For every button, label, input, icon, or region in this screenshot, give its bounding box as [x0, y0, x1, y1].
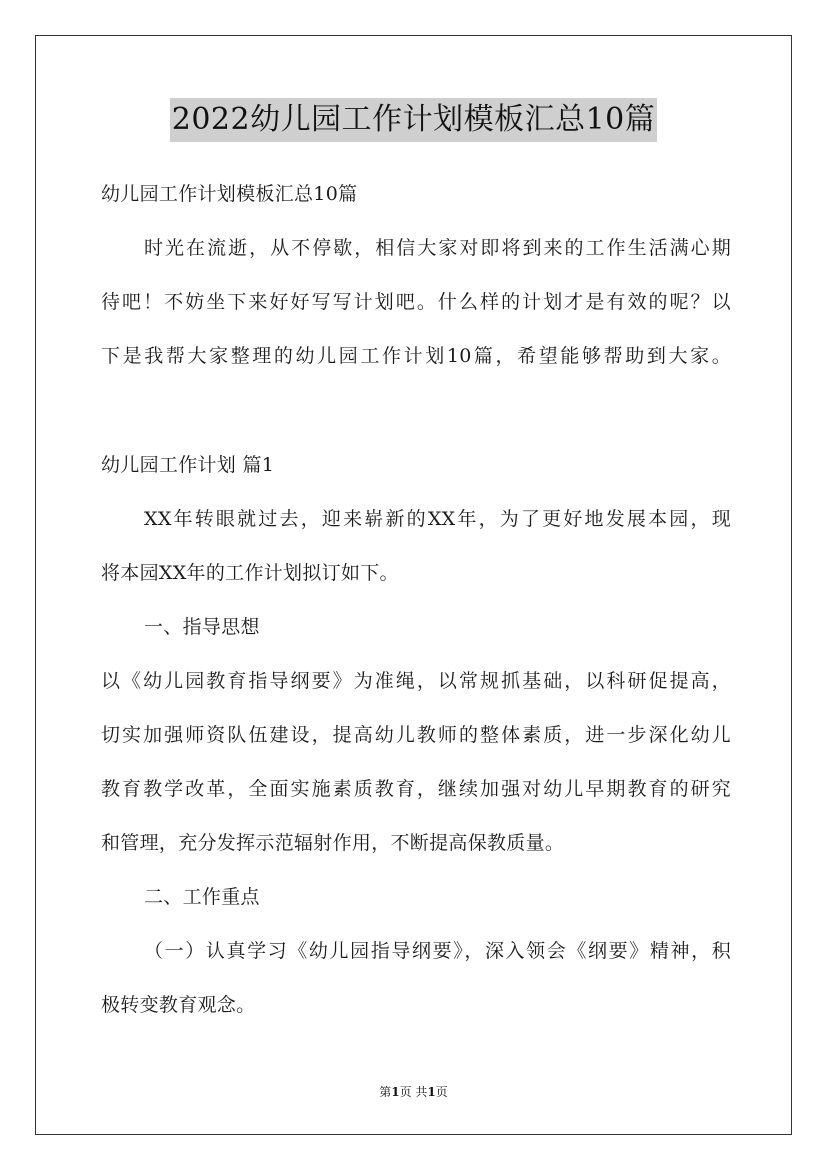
part2-line-1: （一）认真学习《幼儿园指导纲要》，深入领会《纲要》精神，积	[144, 940, 731, 962]
part1-heading: 一、指导思想	[144, 616, 260, 638]
section-heading: 幼儿园工作计划 篇1	[101, 454, 275, 476]
part1-line-2: 切实加强师资队伍建设，提高幼儿教师的整体素质，进一步深化幼儿	[101, 724, 731, 746]
title-container	[0, 98, 827, 142]
section1-line-1: XX年转眼就过去，迎来崭新的XX年，为了更好地发展本园，现	[144, 508, 731, 530]
intro-line-1: 时光在流逝，从不停歇，相信大家对即将到来的工作生活满心期	[144, 237, 731, 259]
section1-line-2: 将本园XX年的工作计划拟订如下。	[101, 562, 399, 584]
footer-current-page: 1	[391, 1085, 400, 1099]
document-subtitle: 幼儿园工作计划模板汇总10篇	[101, 183, 358, 205]
part2-line-2: 极转变教育观念。	[101, 994, 256, 1016]
footer-suffix: 页	[435, 1085, 448, 1099]
document-title: 2022幼儿园工作计划模板汇总10篇	[170, 98, 658, 142]
intro-line-3: 下是我帮大家整理的幼儿园工作计划10篇，希望能够帮助到大家。	[101, 345, 731, 367]
intro-line-2: 待吧！不妨坐下来好好写写计划吧。什么样的计划才是有效的呢？以	[101, 291, 731, 313]
footer-total-pages: 1	[427, 1085, 436, 1099]
part2-heading: 二、工作重点	[144, 886, 260, 908]
part1-line-3: 教育教学改革，全面实施素质教育，继续加强对幼儿早期教育的研究	[101, 778, 731, 800]
footer-prefix: 第	[379, 1085, 392, 1099]
part1-line-4: 和管理，充分发挥示范辐射作用，不断提高保教质量。	[101, 832, 565, 854]
part1-line-1: 以《幼儿园教育指导纲要》为准绳，以常规抓基础，以科研促提高，	[101, 670, 731, 692]
page-footer	[0, 1084, 827, 1100]
footer-mid: 页 共	[399, 1085, 428, 1099]
